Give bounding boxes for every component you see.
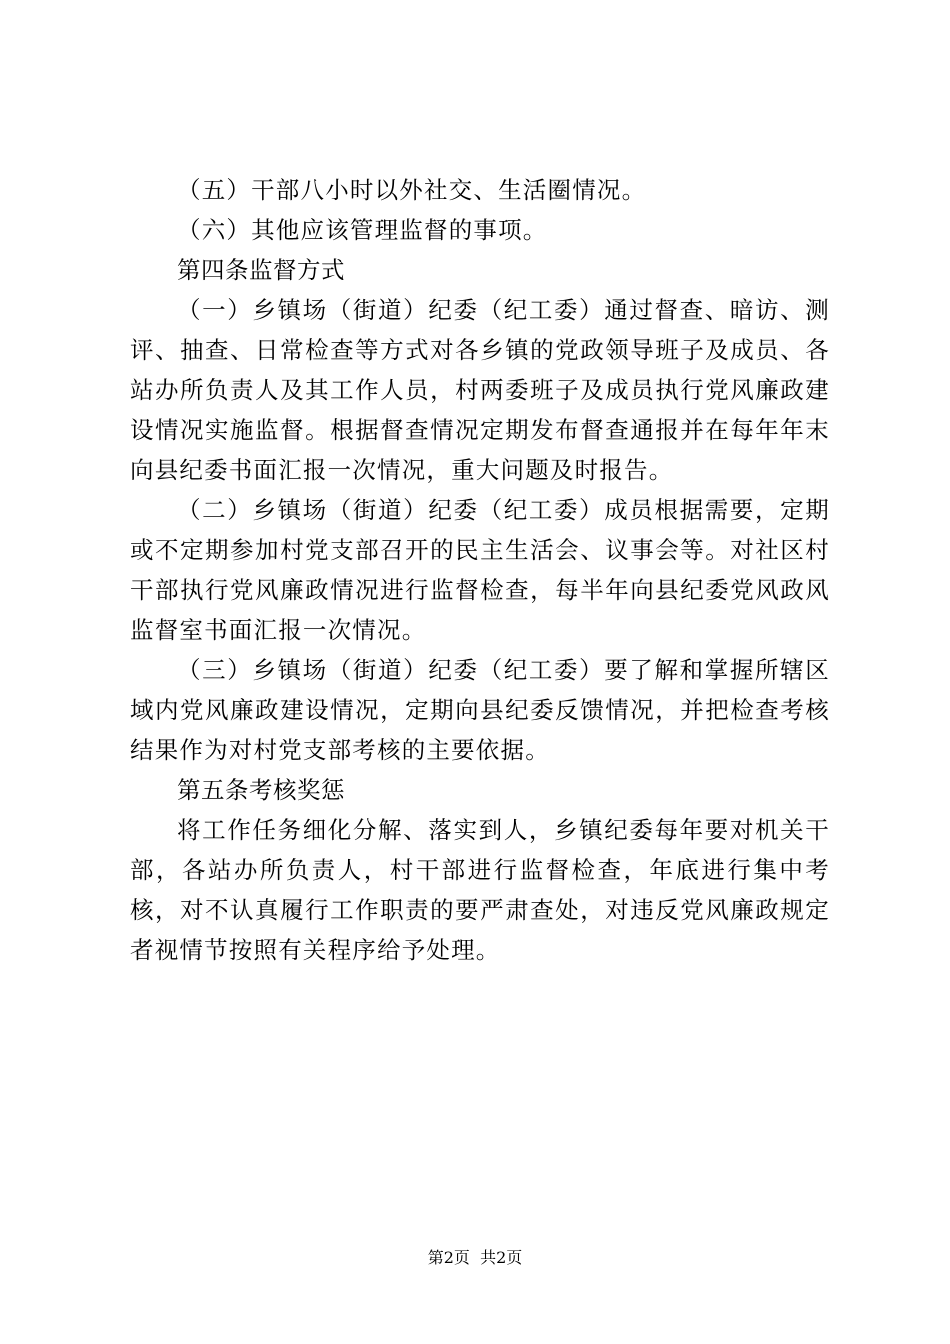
section-heading-article-5: 第五条考核奖惩 xyxy=(177,776,345,804)
paragraph-assessment: 将工作任务细化分解、落实到人，乡镇纪委每年要对机关干部，各站办所负责人，村干部进行监督检查，年底进行集中考核，对不认真履行工作职责的要严肃查处，对违反党风廉政规定者视情节按照有关程序给予处理。 xyxy=(130,816,830,964)
document-body xyxy=(130,170,830,970)
page-footer: 第2页 共2页 xyxy=(427,1248,523,1267)
section-heading-article-4: 第四条监督方式 xyxy=(177,256,345,284)
paragraph-item-6: （六）其他应该管理监督的事项。 xyxy=(177,216,548,244)
paragraph-item-5: （五）干部八小时以外社交、生活圈情况。 xyxy=(177,176,647,204)
paragraph-method-1: （一）乡镇场（街道）纪委（纪工委）通过督查、暗访、测评、抽查、日常检查等方式对各乡镇的党政领导班子及成员、各站办所负责人及其工作人员，村两委班子及成员执行党风廉政建设情况实施监督。根据督查情况定期发布督查通报并在每年年末向县纪委书面汇报一次情况，重大问题及时报告。 xyxy=(130,296,830,484)
paragraph-method-3: （三）乡镇场（街道）纪委（纪工委）要了解和掌握所辖区域内党风廉政建设情况，定期向县纪委反馈情况，并把检查考核结果作为对村党支部考核的主要依据。 xyxy=(130,656,830,764)
paragraph-method-2: （二）乡镇场（街道）纪委（纪工委）成员根据需要，定期或不定期参加村党支部召开的民主生活会、议事会等。对社区村干部执行党风廉政情况进行监督检查，每半年向县纪委党风政风监督室书面汇报一次情况。 xyxy=(130,496,830,644)
